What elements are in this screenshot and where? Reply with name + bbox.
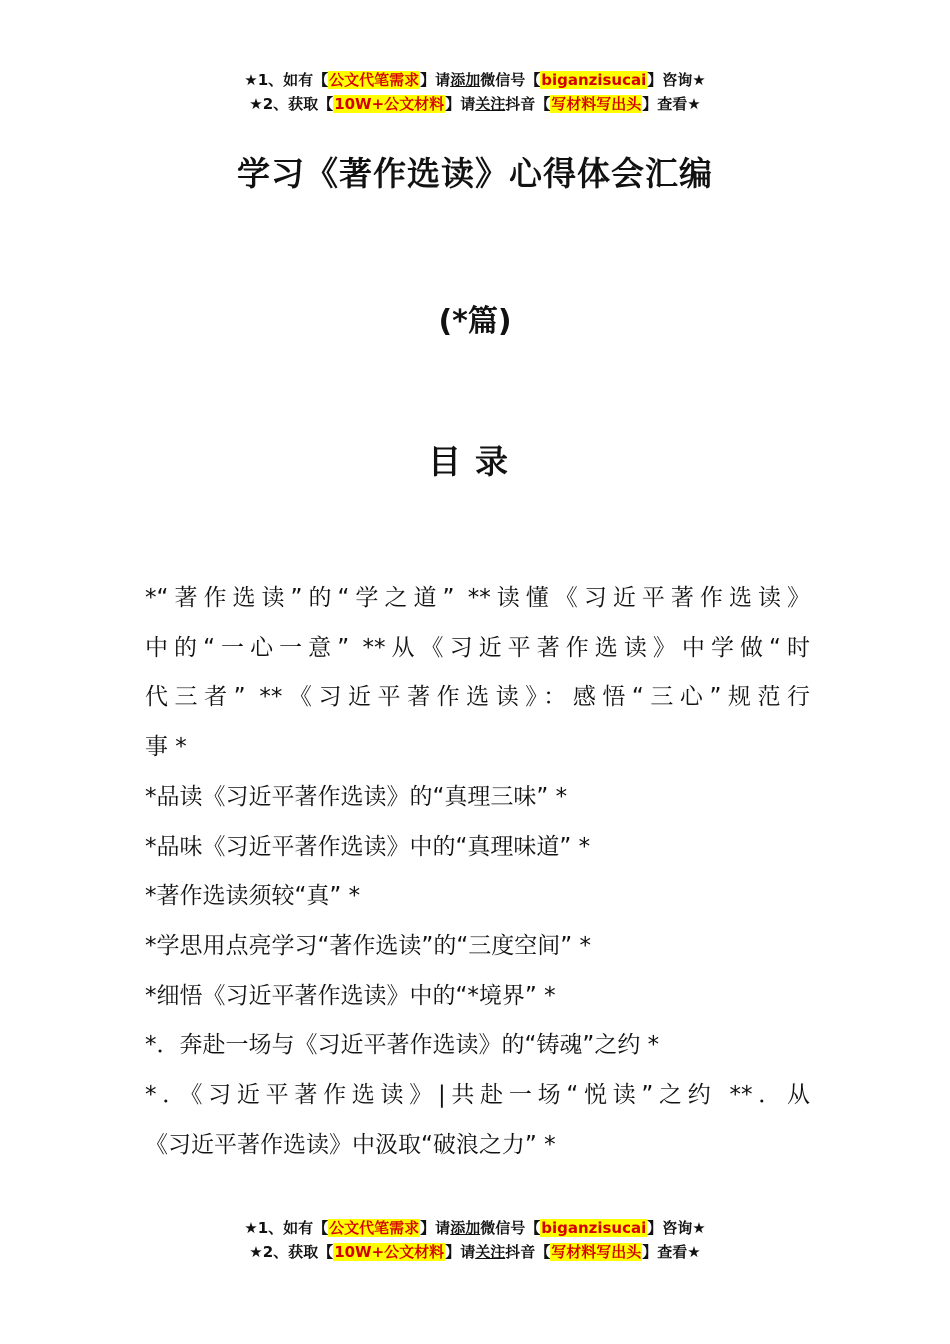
toc-line: *品味《习近平著作选读》中的“真理味道” * [145, 833, 591, 860]
banner-line-1: ★1、如有【公文代笔需求】请添加微信号【biganzisucai】咨询★ [244, 71, 706, 89]
toc-line: 代三者” **《习近平著作选读》：感悟“三心”规范行 [145, 684, 810, 711]
highlight-service: 公文代笔需求 [329, 71, 420, 89]
toc-heading: 目录 [428, 442, 522, 481]
highlight-service: 公文代笔需求 [329, 1219, 420, 1237]
toc-line: *学思用点亮学习“著作选读”的“三度空间” * [145, 932, 591, 959]
toc-line: 《习近平著作选读》中汲取“破浪之力” * [145, 1131, 556, 1158]
toc-line: *“著作选读”的“学之道” **读懂《习近平著作选读》 [145, 585, 810, 611]
toc-line: *．奔赴一场与《习近平著作选读》的“铸魂”之约 * [145, 1032, 660, 1059]
document-title: 学习《著作选读》心得体会汇编 [237, 154, 713, 193]
header-banner [0, 68, 950, 116]
toc-line: *．《习近平著作选读》|共赴一场“悦读”之约 **．从 [145, 1082, 810, 1109]
document-subtitle: (*篇) [438, 304, 512, 339]
toc-line: *细悟《习近平著作选读》中的“*境界” * [145, 982, 556, 1009]
toc-line: *品读《习近平著作选读》的“真理三味” * [145, 783, 568, 810]
toc-line: 中的“一心一意” **从《习近平著作选读》中学做“时 [145, 634, 810, 661]
toc-line: *著作选读须较“真” * [145, 883, 361, 910]
highlight-materials: 10W+公文材料 [334, 1243, 445, 1261]
highlight-wechat-id: biganzisucai [541, 1219, 647, 1237]
banner-line-2: ★2、获取【10W+公文材料】请关注抖音【写材料写出头】查看★ [249, 95, 701, 113]
banner-line-1: ★1、如有【公文代笔需求】请添加微信号【biganzisucai】咨询★ [244, 1219, 706, 1237]
highlight-douyin-account: 写材料写出头 [551, 95, 642, 113]
highlight-materials: 10W+公文材料 [334, 95, 445, 113]
toc-line: 事 * [145, 734, 187, 761]
highlight-wechat-id: biganzisucai [541, 71, 647, 89]
footer-banner [0, 1216, 950, 1264]
table-of-contents [145, 574, 810, 1170]
highlight-douyin-account: 写材料写出头 [551, 1243, 642, 1261]
banner-line-2: ★2、获取【10W+公文材料】请关注抖音【写材料写出头】查看★ [249, 1243, 701, 1261]
